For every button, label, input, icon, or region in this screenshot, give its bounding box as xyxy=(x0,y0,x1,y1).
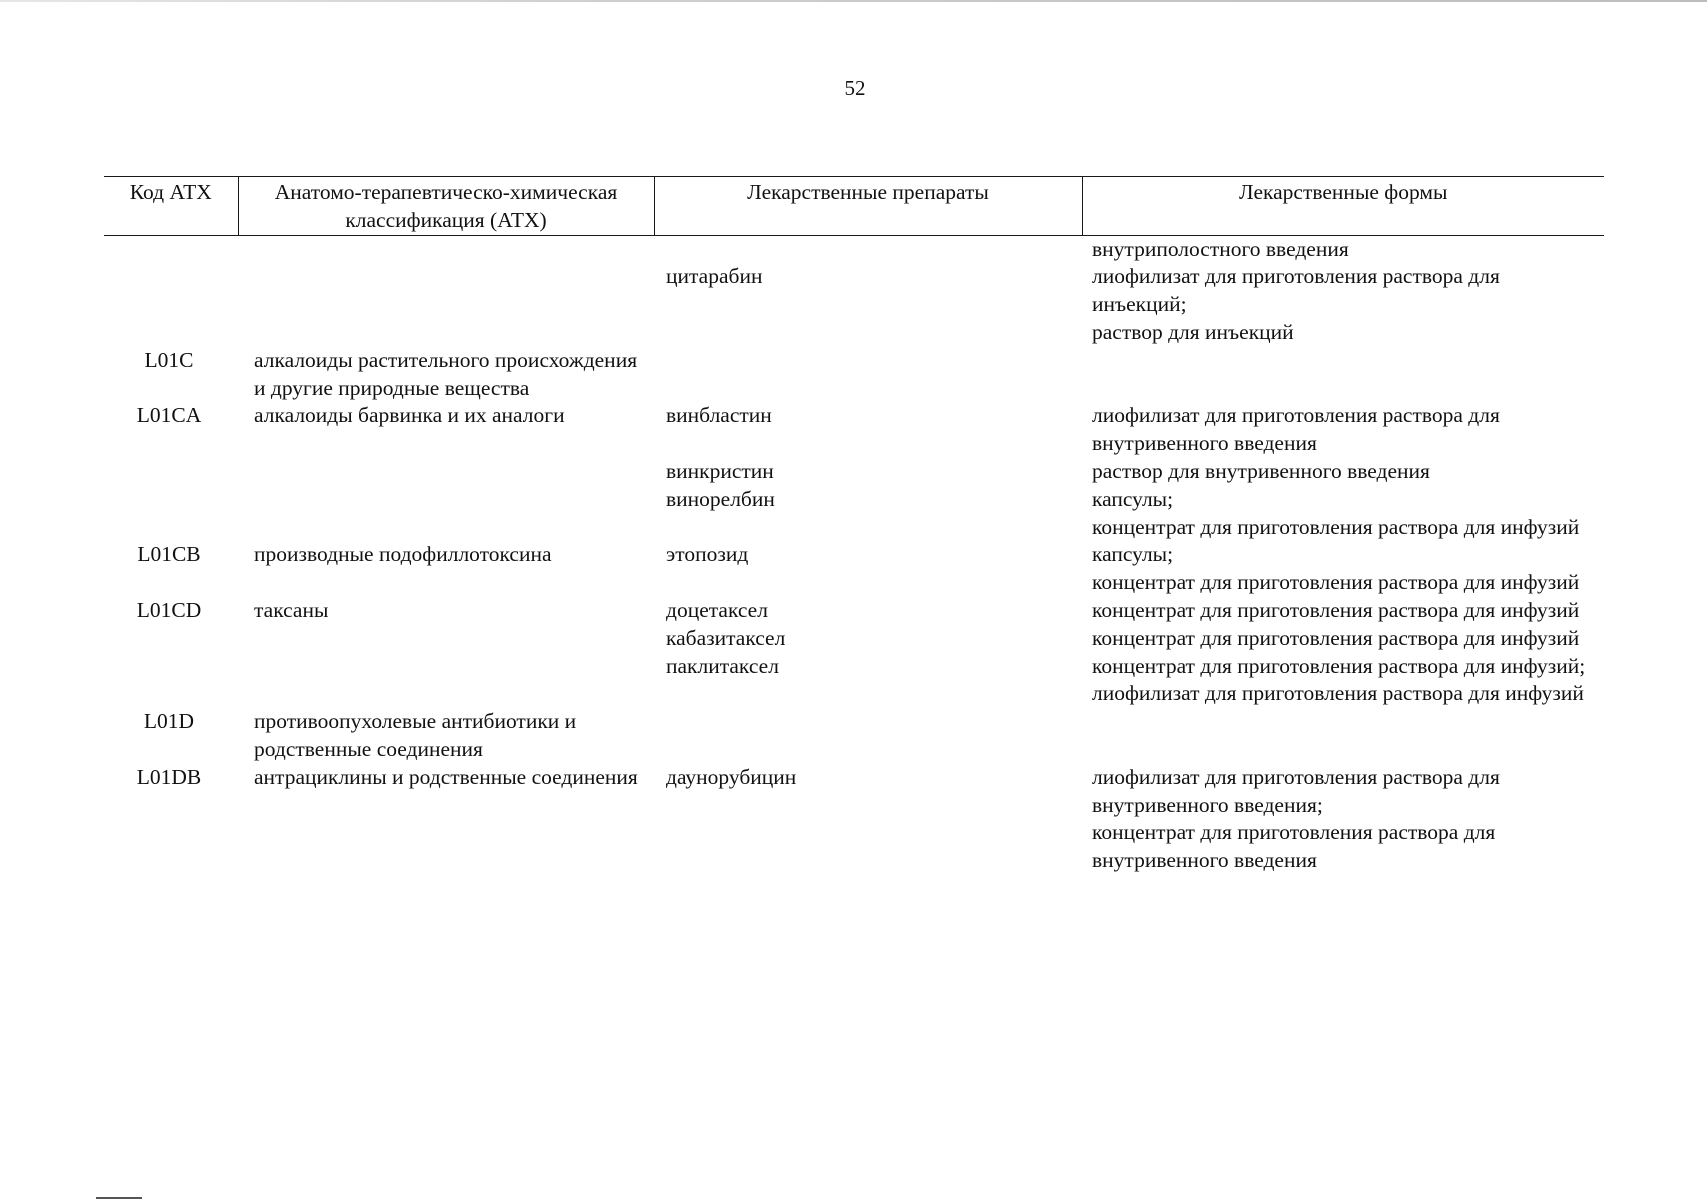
medicine-name-cell: паклитаксел xyxy=(666,653,779,678)
dosage-forms-line: лиофилизат для приготовления раствора для инъекций; xyxy=(1092,264,1500,317)
table-row xyxy=(104,458,1604,486)
dosage-forms-cell: раствор для внутривенного введения xyxy=(1092,458,1430,483)
atx-classification-cell: алкалоиды барвинка и их аналоги xyxy=(254,403,565,428)
atx-code-cell: L01CD xyxy=(136,597,202,622)
medicine-name-cell: винорелбин xyxy=(666,486,775,511)
dosage-forms-line: лиофилизат для приготовления раствора для внутривенного введения; xyxy=(1092,764,1500,817)
atx-classification-cell xyxy=(238,235,654,263)
header-atx-classification: Анатомо-терапевтическо-химическая классификация (АТХ) xyxy=(238,177,654,236)
atx-classification-cell: алкалоиды растительного происхождения и другие природные вещества xyxy=(254,347,638,400)
medicine-name-cell xyxy=(654,347,1082,403)
dosage-forms-cell xyxy=(1082,764,1604,875)
dosage-forms-cell xyxy=(1082,347,1604,403)
medicine-name-cell: этопозид xyxy=(666,542,749,567)
atx-code-cell xyxy=(104,458,238,486)
header-dosage-forms: Лекарственные формы xyxy=(1082,177,1604,236)
table-row xyxy=(104,402,1604,458)
atx-classification-cell: противоопухолевые антибиотики и родственные соединения xyxy=(254,709,577,761)
header-medicines: Лекарственные препараты xyxy=(654,177,1082,236)
atx-medicines-table xyxy=(104,176,1604,875)
dosage-forms-line: концентрат для приготовления раствора для инфузий; xyxy=(1092,653,1586,678)
table-body xyxy=(104,235,1604,875)
dosage-forms-line: лиофилизат для приготовления раствора для инфузий xyxy=(1092,681,1584,706)
dosage-forms-cell: концентрат для приготовления раствора для инфузий xyxy=(1092,597,1580,622)
atx-classification-cell: антрациклины и родственные соединения xyxy=(254,764,638,789)
dosage-forms-line: концентрат для приготовления раствора для внутривенного введения xyxy=(1092,820,1496,873)
dosage-forms-cell xyxy=(1082,263,1604,346)
atx-code-cell xyxy=(104,263,238,346)
atx-code-cell xyxy=(104,625,238,653)
table-row xyxy=(104,263,1604,346)
medicine-name-cell: кабазитаксел xyxy=(666,625,786,650)
dosage-forms-cell xyxy=(1082,541,1604,597)
dosage-forms-line: концентрат для приготовления раствора для инфузий xyxy=(1092,514,1580,539)
medicine-name-cell: цитарабин xyxy=(666,264,763,289)
medicine-name-cell: винбластин xyxy=(666,403,772,428)
dosage-forms-line: концентрат для приготовления раствора для инфузий xyxy=(1092,570,1580,595)
scan-edge-mark xyxy=(96,1197,142,1199)
atx-code-cell: L01CB xyxy=(137,542,201,567)
atx-classification-cell: таксаны xyxy=(254,597,329,622)
dosage-forms-cell: лиофилизат для приготовления раствора для внутривенного введения xyxy=(1092,403,1500,456)
atx-classification-cell xyxy=(238,458,654,486)
dosage-forms-line: капсулы; xyxy=(1092,486,1174,511)
atx-code-cell: L01DB xyxy=(136,764,202,789)
atx-code-cell xyxy=(104,235,238,263)
dosage-forms-line: раствор для инъекций xyxy=(1092,319,1294,344)
table-row xyxy=(104,764,1604,875)
table-header-row xyxy=(104,177,1604,236)
dosage-forms-cell xyxy=(1082,653,1604,709)
dosage-forms-cell xyxy=(1082,486,1604,542)
header-atx-code: Код АТХ xyxy=(104,177,238,236)
medicine-name-cell: даунорубицин xyxy=(666,764,797,789)
dosage-forms-line: капсулы; xyxy=(1092,542,1174,567)
atx-classification-cell xyxy=(238,486,654,542)
medicine-name-cell: доцетаксел xyxy=(666,597,768,622)
atx-classification-cell: производные подофиллотоксина xyxy=(254,542,552,567)
atx-code-cell xyxy=(104,653,238,709)
dosage-forms-cell: внутриполостного введения xyxy=(1092,236,1349,261)
dosage-forms-cell: концентрат для приготовления раствора для инфузий xyxy=(1092,625,1580,650)
table-row xyxy=(104,486,1604,542)
table-row xyxy=(104,625,1604,653)
table-row xyxy=(104,653,1604,709)
table-row xyxy=(104,235,1604,263)
page-number: 52 xyxy=(844,76,866,100)
atx-code-cell: L01C xyxy=(144,347,194,372)
table-row xyxy=(104,347,1604,403)
scan-edge-line xyxy=(0,0,1707,2)
table-row xyxy=(104,597,1604,625)
atx-code-cell: L01CA xyxy=(136,403,202,428)
atx-code-cell xyxy=(104,486,238,542)
table-row xyxy=(104,708,1604,764)
atx-classification-cell xyxy=(238,263,654,346)
atx-code-cell: L01D xyxy=(143,709,195,734)
medicine-name-cell xyxy=(654,708,1082,764)
dosage-forms-cell xyxy=(1082,708,1604,764)
table-row xyxy=(104,541,1604,597)
atx-classification-cell xyxy=(238,625,654,653)
atx-classification-cell xyxy=(238,653,654,709)
medicine-name-cell xyxy=(654,235,1082,263)
medicine-name-cell: винкристин xyxy=(666,458,774,483)
